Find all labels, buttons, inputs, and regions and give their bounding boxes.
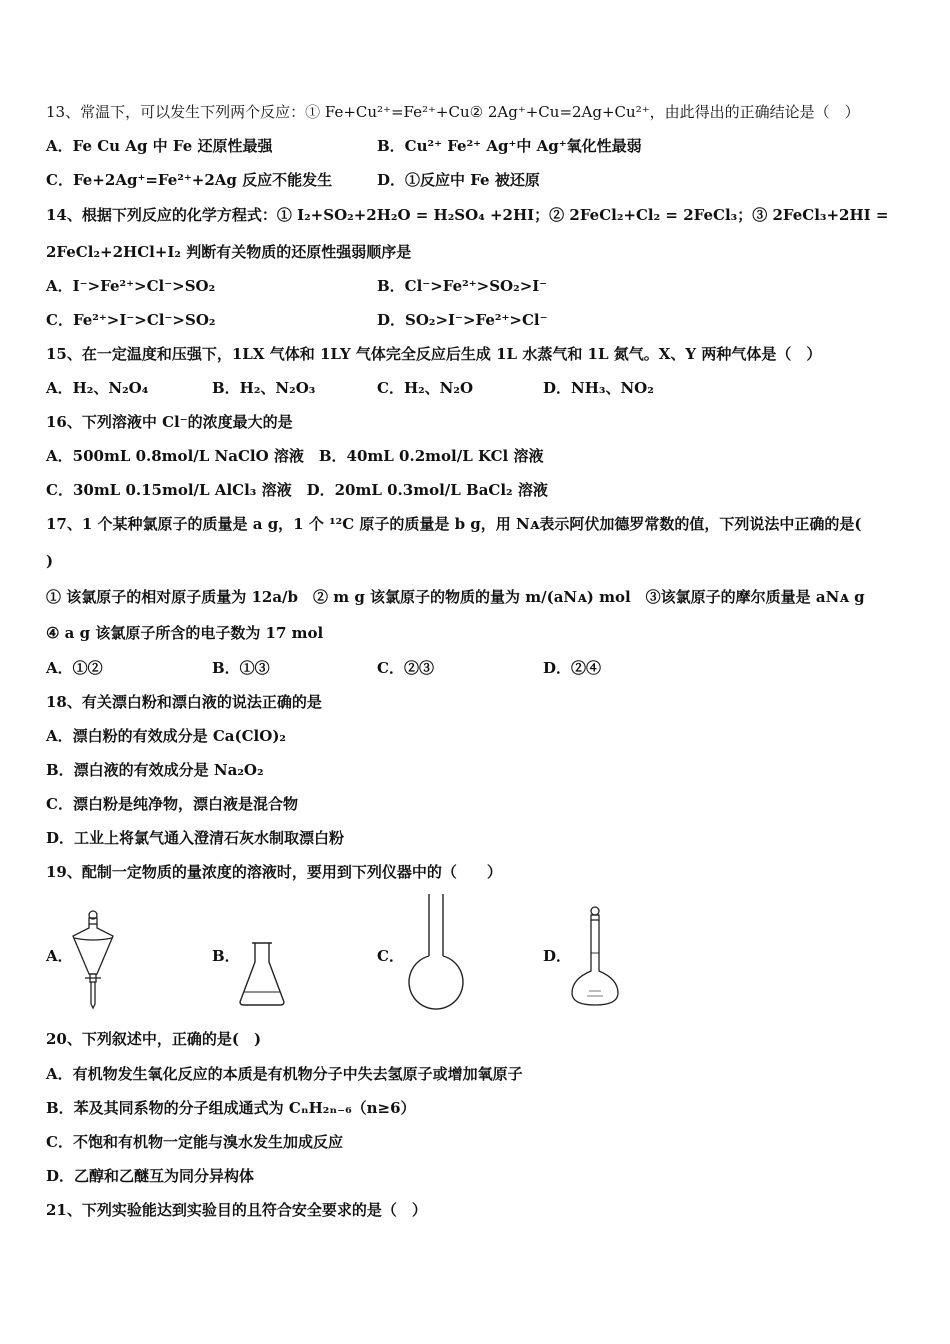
q20-option-b[interactable]: B．苯及其同系物的分子组成通式为 CₙH₂ₙ₋₆（n≥6） bbox=[46, 1099, 416, 1117]
q17-option-b[interactable]: B．①③ bbox=[212, 659, 270, 677]
q18-option-b[interactable]: B．漂白液的有效成分是 Na₂O₂ bbox=[46, 761, 264, 779]
round-bottom-flask-icon bbox=[404, 892, 468, 1010]
q17-stem-line2: ) bbox=[46, 552, 54, 570]
q20-option-a[interactable]: A．有机物发生氧化反应的本质是有机物分子中失去氢原子或增加氧原子 bbox=[46, 1065, 523, 1083]
q15-option-d[interactable]: D．NH₃、NO₂ bbox=[543, 379, 654, 397]
q13-option-a[interactable]: A．Fe Cu Ag 中 Fe 还原性最强 bbox=[46, 137, 273, 155]
q14-option-c[interactable]: C．Fe²⁺>I⁻>Cl⁻>SO₂ bbox=[46, 311, 216, 329]
q18-option-a[interactable]: A．漂白粉的有效成分是 Ca(ClO)₂ bbox=[46, 727, 286, 745]
q17-stem-line1: 17、1 个某种氯原子的质量是 a g，1 个 ¹²C 原子的质量是 b g，用 Nᴀ表示阿伏加德罗常数的值，下列说法中正确的是( bbox=[46, 515, 862, 533]
volumetric-flask-icon bbox=[568, 905, 622, 1009]
q20-option-d[interactable]: D．乙醇和乙醚互为同分异构体 bbox=[46, 1167, 255, 1185]
q16-options-ab[interactable]: A．500mL 0.8mol/L NaClO 溶液 B．40mL 0.2mol/L KCl 溶液 bbox=[46, 447, 544, 465]
q14-option-b[interactable]: B．Cl⁻>Fe²⁺>SO₂>I⁻ bbox=[377, 277, 548, 295]
q18-stem: 18、有关漂白粉和漂白液的说法正确的是 bbox=[46, 693, 322, 711]
q19-option-b[interactable]: B． bbox=[212, 947, 240, 965]
q17-option-a[interactable]: A．①② bbox=[46, 659, 103, 677]
q17-statement-4: ④ a g 该氯原子所含的电子数为 17 mol bbox=[46, 624, 324, 642]
q18-option-d[interactable]: D．工业上将氯气通入澄清石灰水制取漂白粉 bbox=[46, 829, 345, 847]
q13-option-b[interactable]: B．Cu²⁺ Fe²⁺ Ag⁺中 Ag⁺氧化性最弱 bbox=[377, 137, 642, 155]
q17-option-c[interactable]: C．②③ bbox=[377, 659, 434, 677]
erlenmeyer-flask-icon bbox=[236, 940, 288, 1008]
q14-option-a[interactable]: A．I⁻>Fe²⁺>Cl⁻>SO₂ bbox=[46, 277, 216, 295]
q15-stem: 15、在一定温度和压强下，1LX 气体和 1LY 气体完全反应后生成 1L 水蒸气和 1L 氮气。X、Y 两种气体是（ ） bbox=[46, 345, 822, 363]
q17-statements: ① 该氯原子的相对原子质量为 12a/b ② m g 该氯原子的物质的量为 m/(aNᴀ) mol ③该氯原子的摩尔质量是 aNᴀ g bbox=[46, 588, 865, 606]
q19-stem: 19、配制一定物质的量浓度的溶液时，要用到下列仪器中的（ ） bbox=[46, 863, 502, 881]
q20-option-c[interactable]: C．不饱和有机物一定能与溴水发生加成反应 bbox=[46, 1133, 343, 1151]
q19-option-a[interactable]: A． bbox=[46, 947, 73, 965]
q18-option-c[interactable]: C．漂白粉是纯净物，漂白液是混合物 bbox=[46, 795, 298, 813]
q15-option-c[interactable]: C．H₂、N₂O bbox=[377, 379, 474, 397]
q20-stem: 20、下列叙述中，正确的是( ) bbox=[46, 1030, 262, 1048]
q19-option-d[interactable]: D． bbox=[543, 947, 572, 965]
q16-stem: 16、下列溶液中 Cl⁻的浓度最大的是 bbox=[46, 413, 293, 431]
separatory-funnel-icon bbox=[68, 908, 118, 1010]
q14-stem-line2: 2FeCl₂+2HCl+I₂ 判断有关物质的还原性强弱顺序是 bbox=[46, 243, 412, 261]
q13-stem: 13、常温下，可以发生下列两个反应：① Fe+Cu²⁺=Fe²⁺+Cu② 2Ag⁺+Cu=2Ag+Cu²⁺，由此得出的正确结论是（ ） bbox=[46, 103, 860, 121]
q15-option-b[interactable]: B．H₂、N₂O₃ bbox=[212, 379, 316, 397]
q13-option-d[interactable]: D．①反应中 Fe 被还原 bbox=[377, 171, 540, 189]
q14-option-d[interactable]: D．SO₂>I⁻>Fe²⁺>Cl⁻ bbox=[377, 311, 548, 329]
q19-option-c[interactable]: C． bbox=[377, 947, 404, 965]
q21-stem: 21、下列实验能达到实验目的且符合安全要求的是（ ） bbox=[46, 1201, 427, 1219]
q15-option-a[interactable]: A．H₂、N₂O₄ bbox=[46, 379, 149, 397]
q14-stem-line1: 14、根据下列反应的化学方程式：① I₂+SO₂+2H₂O = H₂SO₄ +2HI；② 2FeCl₂+Cl₂ = 2FeCl₃；③ 2FeCl₃+2HI = bbox=[46, 206, 889, 224]
q16-options-cd[interactable]: C．30mL 0.15mol/L AlCl₃ 溶液 D．20mL 0.3mol/L BaCl₂ 溶液 bbox=[46, 481, 548, 499]
q17-option-d[interactable]: D．②④ bbox=[543, 659, 602, 677]
q13-option-c[interactable]: C．Fe+2Ag⁺=Fe²⁺+2Ag 反应不能发生 bbox=[46, 171, 333, 189]
